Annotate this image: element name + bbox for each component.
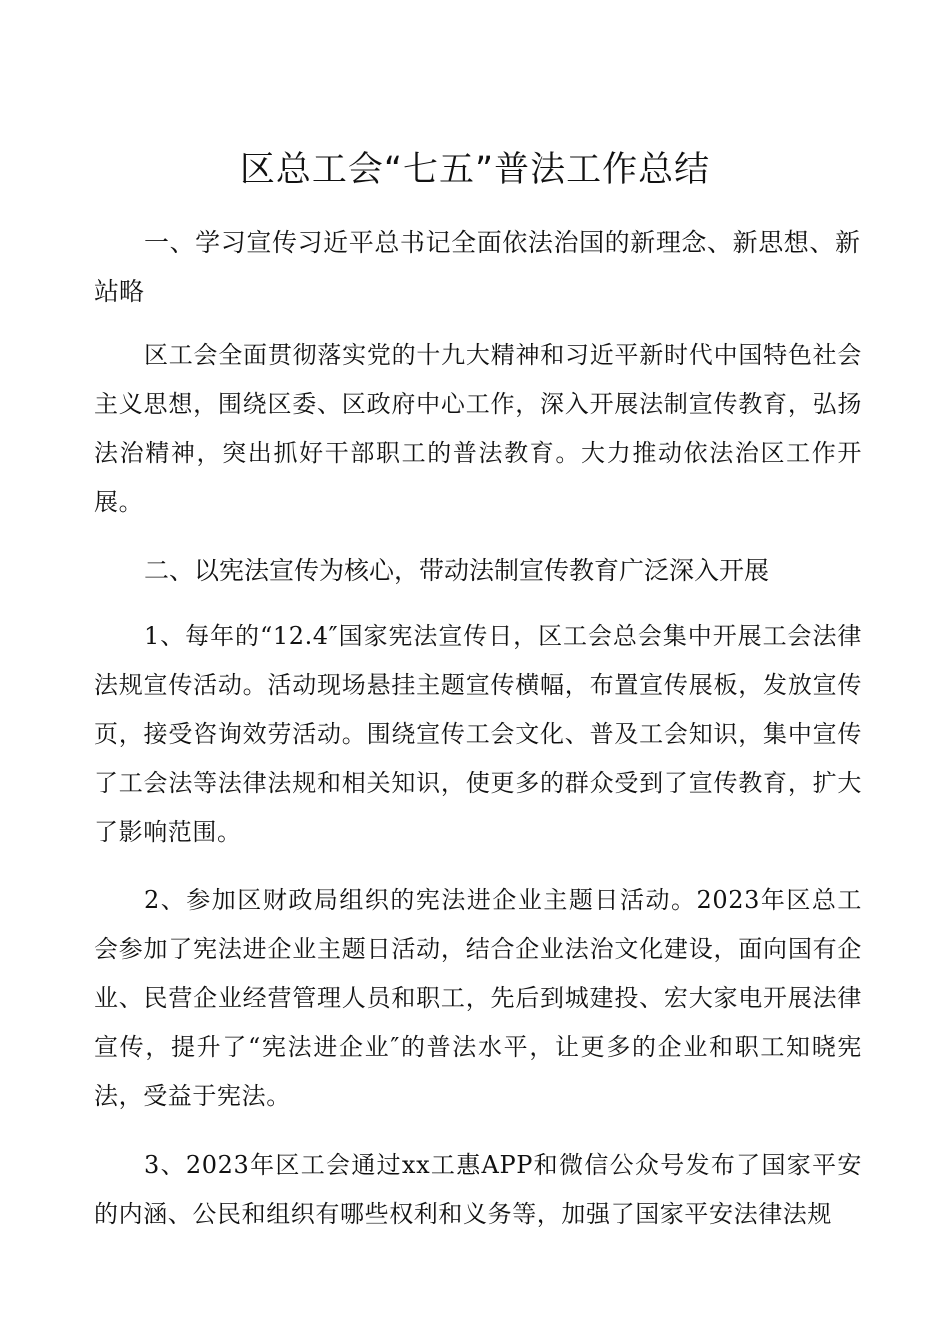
section-1-paragraph: 区工会全面贯彻落实党的十九大精神和习近平新时代中国特色社会主义思想，围绕区委、区政府中心工作，深入开展法制宣传教育，弘扬法治精神，突出抓好干部职工的普法教育。大力推动依法治区工作开展。 <box>94 341 862 516</box>
document-title: 区总工会“七五”普法工作总结 <box>239 150 711 190</box>
section-1-heading: 一、学习宣传习近平总书记全面依法治国的新理念、新思想、新站略 <box>94 228 860 306</box>
item-3-paragraph: 3、2023年区工会通过xx工惠APP和微信公众号发布了国家平安的内涵、公民和组织有哪些权利和义务等，加强了国家平安法律法规 <box>94 1151 862 1228</box>
section-2-heading: 二、以宪法宣传为核心，带动法制宣传教育广泛深入开展 <box>144 556 770 585</box>
item-2-paragraph: 2、参加区财政局组织的宪法进企业主题日活动。2023年区总工会参加了宪法进企业主题日活动，结合企业法治文化建设，面向国有企业、民营企业经营管理人员和职工，先后到城建投、宏大家电开展法律宣传，提升了“宪法进企业″的普法水平，让更多的企业和职工知晓宪法，受益于宪法。 <box>94 886 862 1110</box>
item-1-paragraph: 1、每年的“12.4″国家宪法宣传日，区工会总会集中开展工会法律法规宣传活动。活动现场悬挂主题宣传横幅，布置宣传展板，发放宣传页，接受咨询效劳活动。围绕宣传工会文化、普及工会知识，集中宣传了工会法等法律法规和相关知识，使更多的群众受到了宣传教育，扩大了影响范围。 <box>94 622 862 846</box>
